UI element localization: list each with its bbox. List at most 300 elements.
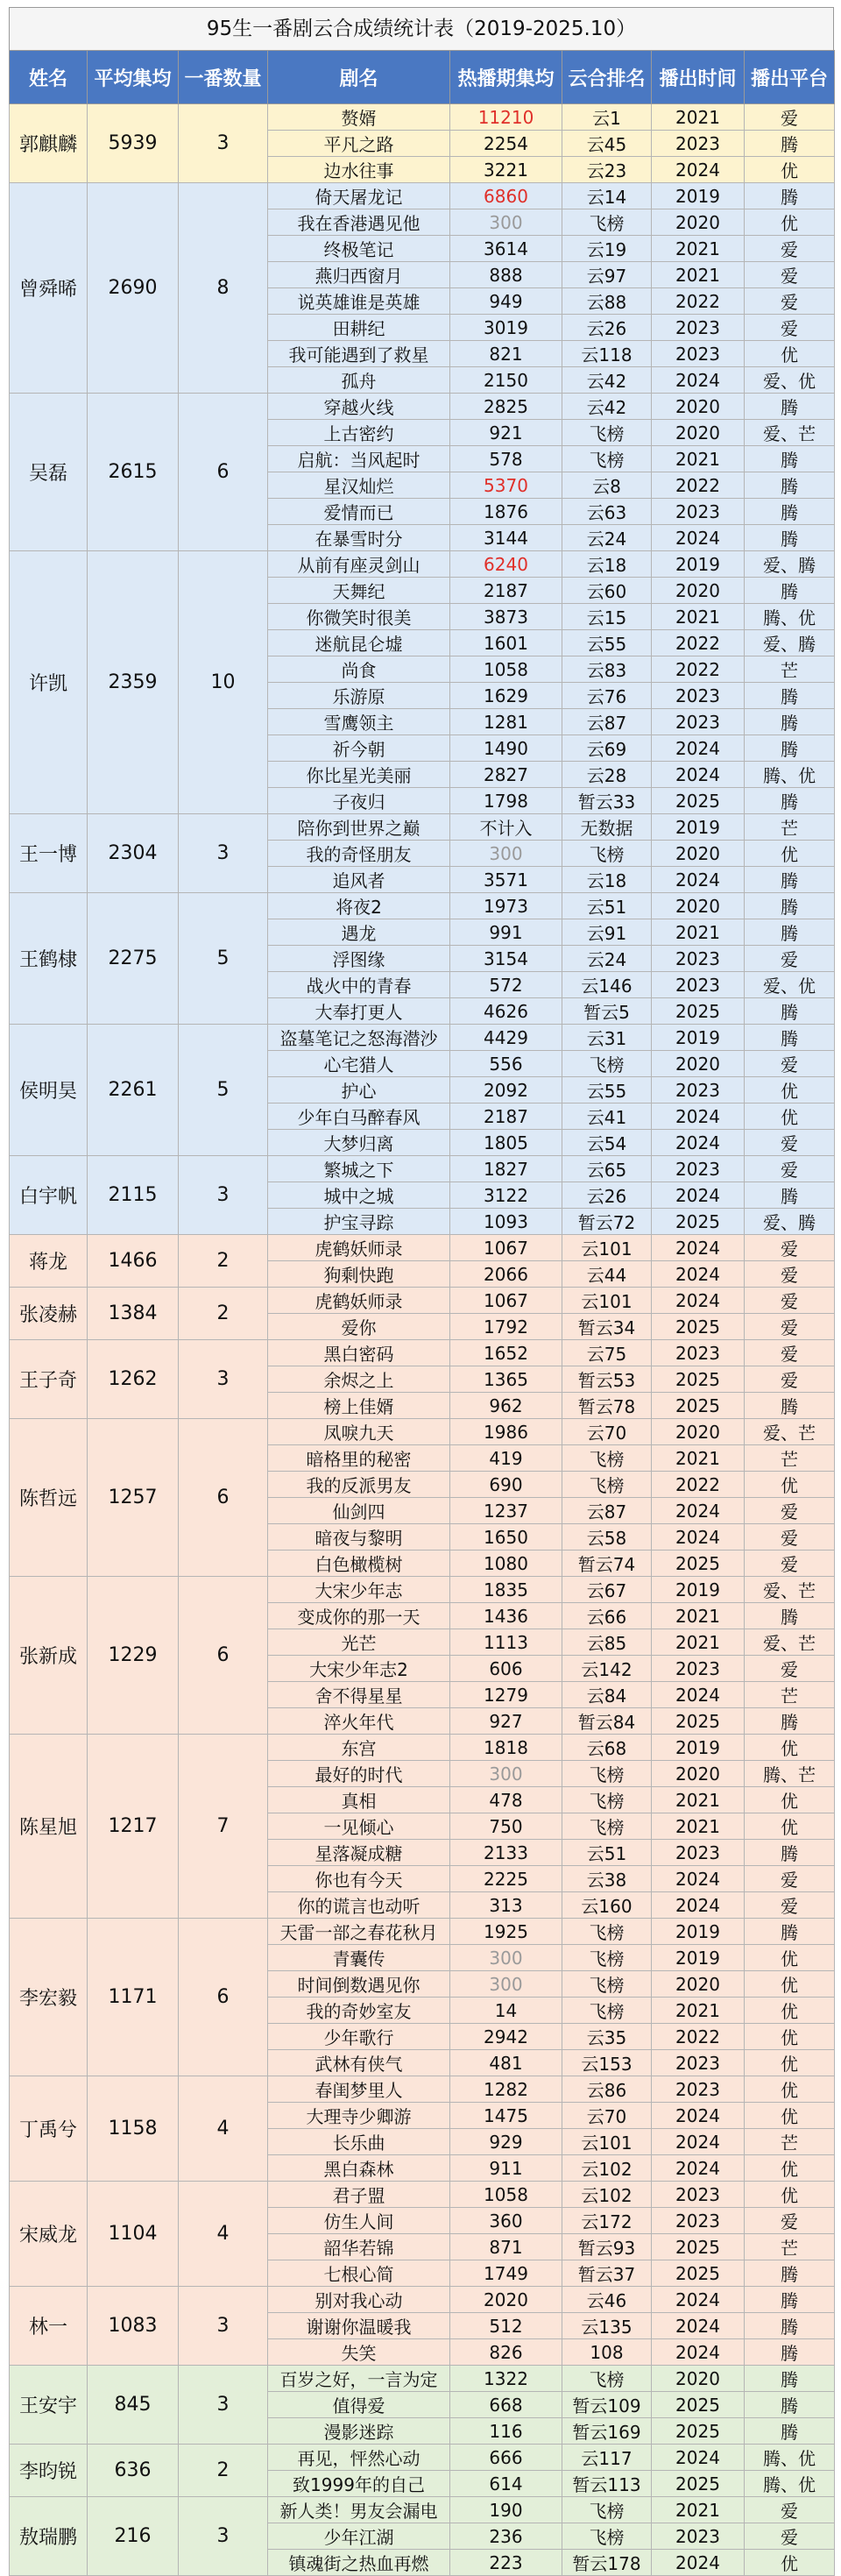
platform: 芒 (745, 1445, 835, 1472)
drama-title: 武林有侠气 (268, 2050, 450, 2076)
table-row (10, 394, 835, 420)
air-year: 2023 (652, 946, 745, 972)
episode-average: 1058 (450, 656, 562, 683)
drama-title: 爱情而已 (268, 499, 450, 525)
air-year: 2019 (652, 1735, 745, 1761)
yunhe-rank: 云44 (562, 1261, 652, 1288)
episode-average: 3221 (450, 157, 562, 183)
actor-average: 1229 (88, 1577, 179, 1735)
air-year: 2023 (652, 709, 745, 735)
yunhe-rank: 暂云37 (562, 2260, 652, 2287)
lead-role-count: 6 (179, 1919, 268, 2076)
air-year: 2024 (652, 2103, 745, 2129)
episode-average: 1876 (450, 499, 562, 525)
drama-title: 倚天屠龙记 (268, 183, 450, 209)
drama-title: 新人类！男友会漏电 (268, 2497, 450, 2523)
episode-average: 300 (450, 1945, 562, 1971)
episode-average: 690 (450, 1472, 562, 1498)
air-year: 2025 (652, 788, 745, 814)
yunhe-rank: 云101 (562, 1235, 652, 1261)
episode-average: 2254 (450, 131, 562, 157)
drama-title: 追风者 (268, 867, 450, 893)
air-year: 2020 (652, 841, 745, 867)
yunhe-rank: 飞榜 (562, 1813, 652, 1840)
episode-average: 4429 (450, 1025, 562, 1051)
actor-average: 636 (88, 2445, 179, 2497)
drama-title: 狗剩快跑 (268, 1261, 450, 1288)
lead-role-count: 3 (179, 1156, 268, 1235)
drama-title: 我的奇妙室友 (268, 1998, 450, 2024)
air-year: 2020 (652, 394, 745, 420)
lead-role-count: 5 (179, 893, 268, 1025)
drama-title: 将夜2 (268, 893, 450, 919)
platform: 芒 (745, 814, 835, 841)
episode-average: 6240 (450, 551, 562, 578)
air-year: 2020 (652, 2366, 745, 2392)
drama-title: 大理寺少卿游 (268, 2103, 450, 2129)
episode-average: 1973 (450, 893, 562, 919)
header-platform[interactable]: 播出平台 (745, 51, 835, 104)
drama-title: 星落凝成糖 (268, 1840, 450, 1866)
drama-title: 我的反派男友 (268, 1472, 450, 1498)
platform: 腾 (745, 394, 835, 420)
stats-table (9, 50, 835, 2576)
air-year: 2020 (652, 420, 745, 446)
air-year: 2024 (652, 367, 745, 394)
actor-name: 张新成 (10, 1577, 88, 1735)
platform: 爱 (745, 1156, 835, 1182)
yunhe-rank: 云84 (562, 1682, 652, 1708)
drama-title: 最好的时代 (268, 1761, 450, 1787)
platform: 腾 (745, 2366, 835, 2392)
air-year: 2024 (652, 2287, 745, 2313)
actor-name: 林一 (10, 2287, 88, 2366)
episode-average: 2827 (450, 762, 562, 788)
yunhe-rank: 飞榜 (562, 1761, 652, 1787)
drama-title: 虎鹤妖师录 (268, 1288, 450, 1314)
drama-title: 余烬之上 (268, 1366, 450, 1393)
drama-title: 心宅猎人 (268, 1051, 450, 1077)
drama-title: 白色橄榄树 (268, 1551, 450, 1577)
header-drama[interactable]: 剧名 (268, 51, 450, 104)
air-year: 2024 (652, 1682, 745, 1708)
yunhe-rank: 云91 (562, 919, 652, 946)
drama-title: 尚食 (268, 656, 450, 683)
episode-average: 556 (450, 1051, 562, 1077)
episode-average: 2150 (450, 367, 562, 394)
yunhe-rank: 飞榜 (562, 1971, 652, 1998)
platform: 腾 (745, 1708, 835, 1735)
lead-role-count: 6 (179, 394, 268, 551)
air-year: 2025 (652, 1551, 745, 1577)
drama-title: 失笑 (268, 2339, 450, 2366)
air-year: 2022 (652, 630, 745, 656)
yunhe-rank: 云58 (562, 1524, 652, 1551)
air-year: 2025 (652, 1366, 745, 1393)
drama-title: 浮图缘 (268, 946, 450, 972)
stats-sheet (9, 7, 834, 2576)
platform: 腾 (745, 1182, 835, 1209)
drama-title: 青囊传 (268, 1945, 450, 1971)
episode-average: 1279 (450, 1682, 562, 1708)
yunhe-rank: 云51 (562, 1840, 652, 1866)
air-year: 2023 (652, 2208, 745, 2234)
air-year: 2025 (652, 2234, 745, 2260)
drama-title: 仙剑四 (268, 1498, 450, 1524)
actor-name: 蒋龙 (10, 1235, 88, 1288)
actor-name: 吴磊 (10, 394, 88, 551)
yunhe-rank: 云28 (562, 762, 652, 788)
yunhe-rank: 云76 (562, 683, 652, 709)
drama-title: 燕归西窗月 (268, 262, 450, 288)
actor-average: 1083 (88, 2287, 179, 2366)
yunhe-rank: 飞榜 (562, 841, 652, 867)
yunhe-rank: 云172 (562, 2208, 652, 2234)
actor-average: 845 (88, 2366, 179, 2445)
actor-average: 5939 (88, 104, 179, 183)
platform: 腾 (745, 709, 835, 735)
platform: 爱 (745, 1866, 835, 1892)
yunhe-rank: 飞榜 (562, 420, 652, 446)
drama-title: 黑白森林 (268, 2155, 450, 2182)
platform: 优 (745, 2182, 835, 2208)
air-year: 2021 (652, 236, 745, 262)
air-year: 2023 (652, 131, 745, 157)
table-title: 95生一番剧云合成绩统计表（2019-2025.10） (9, 7, 834, 50)
yunhe-rank: 云70 (562, 2103, 652, 2129)
episode-average: 11210 (450, 104, 562, 131)
drama-title: 你比星光美丽 (268, 762, 450, 788)
air-year: 2020 (652, 209, 745, 236)
platform: 芒 (745, 1682, 835, 1708)
drama-title: 我可能遇到了救星 (268, 341, 450, 367)
air-year: 2023 (652, 2182, 745, 2208)
episode-average: 2020 (450, 2287, 562, 2313)
air-year: 2024 (652, 762, 745, 788)
episode-average: 481 (450, 2050, 562, 2076)
air-year: 2025 (652, 1708, 745, 1735)
actor-name: 王子奇 (10, 1340, 88, 1419)
yunhe-rank: 云68 (562, 1735, 652, 1761)
episode-average: 826 (450, 2339, 562, 2366)
actor-average: 216 (88, 2497, 179, 2576)
drama-title: 时间倒数遇见你 (268, 1971, 450, 1998)
platform: 腾 (745, 893, 835, 919)
air-year: 2023 (652, 499, 745, 525)
air-year: 2021 (652, 1787, 745, 1813)
lead-role-count: 2 (179, 2445, 268, 2497)
drama-title: 大宋少年志 (268, 1577, 450, 1603)
air-year: 2019 (652, 551, 745, 578)
actor-name: 敖瑞鹏 (10, 2497, 88, 2576)
air-year: 2019 (652, 1945, 745, 1971)
table-row (10, 2445, 835, 2471)
yunhe-rank: 云23 (562, 157, 652, 183)
yunhe-rank: 云55 (562, 1077, 652, 1103)
drama-title: 君子盟 (268, 2182, 450, 2208)
air-year: 2024 (652, 1866, 745, 1892)
yunhe-rank: 飞榜 (562, 446, 652, 472)
air-year: 2021 (652, 919, 745, 946)
actor-name: 曾舜晞 (10, 183, 88, 394)
platform: 腾 (745, 1603, 835, 1629)
episode-average: 3019 (450, 315, 562, 341)
air-year: 2023 (652, 315, 745, 341)
drama-title: 陪你到世界之巅 (268, 814, 450, 841)
episode-average: 750 (450, 1813, 562, 1840)
lead-role-count: 10 (179, 551, 268, 814)
drama-title: 孤舟 (268, 367, 450, 394)
platform: 腾 (745, 2260, 835, 2287)
header-count[interactable]: 一番数量 (179, 51, 268, 104)
drama-title: 从前有座灵剑山 (268, 551, 450, 578)
platform: 腾 (745, 1919, 835, 1945)
air-year: 2024 (652, 1498, 745, 1524)
platform: 优 (745, 1813, 835, 1840)
yunhe-rank: 飞榜 (562, 1998, 652, 2024)
episode-average: 1281 (450, 709, 562, 735)
episode-average: 1827 (450, 1156, 562, 1182)
table-row (10, 1919, 835, 1945)
yunhe-rank: 云87 (562, 709, 652, 735)
platform: 爱、芒 (745, 1419, 835, 1445)
episode-average: 300 (450, 209, 562, 236)
yunhe-rank: 云55 (562, 630, 652, 656)
header-year[interactable]: 播出时间 (652, 51, 745, 104)
air-year: 2020 (652, 1761, 745, 1787)
drama-title: 战火中的青春 (268, 972, 450, 998)
drama-title: 终极笔记 (268, 236, 450, 262)
platform: 优 (745, 157, 835, 183)
episode-average: 1650 (450, 1524, 562, 1551)
platform: 优 (745, 1998, 835, 2024)
table-row (10, 551, 835, 578)
air-year: 2024 (652, 1261, 745, 1288)
episode-average: 1067 (450, 1288, 562, 1314)
yunhe-rank: 暂云34 (562, 1314, 652, 1340)
drama-title: 启航：当风起时 (268, 446, 450, 472)
actor-name: 李昀锐 (10, 2445, 88, 2497)
episode-average: 871 (450, 2234, 562, 2260)
actor-name: 陈星旭 (10, 1735, 88, 1919)
table-row (10, 1735, 835, 1761)
yunhe-rank: 无数据 (562, 814, 652, 841)
yunhe-rank: 云46 (562, 2287, 652, 2313)
air-year: 2019 (652, 1025, 745, 1051)
drama-title: 凤唳九天 (268, 1419, 450, 1445)
drama-title: 我的奇怪朋友 (268, 841, 450, 867)
yunhe-rank: 暂云74 (562, 1551, 652, 1577)
drama-title: 大宋少年志2 (268, 1656, 450, 1682)
air-year: 2023 (652, 341, 745, 367)
lead-role-count: 5 (179, 1025, 268, 1156)
platform: 爱 (745, 946, 835, 972)
actor-average: 2615 (88, 394, 179, 551)
platform: 腾 (745, 788, 835, 814)
yunhe-rank: 云97 (562, 262, 652, 288)
episode-average: 1986 (450, 1419, 562, 1445)
episode-average: 1490 (450, 735, 562, 762)
drama-title: 漫影迷踪 (268, 2418, 450, 2445)
platform: 优 (745, 1787, 835, 1813)
actor-average: 1384 (88, 1288, 179, 1340)
lead-role-count: 3 (179, 2287, 268, 2366)
platform: 优 (745, 341, 835, 367)
actor-average: 2304 (88, 814, 179, 893)
drama-title: 东宫 (268, 1735, 450, 1761)
yunhe-rank: 飞榜 (562, 1445, 652, 1472)
yunhe-rank: 云69 (562, 735, 652, 762)
actor-average: 1158 (88, 2076, 179, 2182)
actor-average: 2261 (88, 1025, 179, 1156)
episode-average: 1058 (450, 2182, 562, 2208)
yunhe-rank: 云66 (562, 1603, 652, 1629)
platform: 腾 (745, 2418, 835, 2445)
lead-role-count: 7 (179, 1735, 268, 1919)
air-year: 2021 (652, 2497, 745, 2523)
table-body (10, 104, 835, 2576)
episode-average: 949 (450, 288, 562, 315)
platform: 优 (745, 1971, 835, 1998)
air-year: 2020 (652, 893, 745, 919)
actor-name: 郭麒麟 (10, 104, 88, 183)
drama-title: 大奉打更人 (268, 998, 450, 1025)
air-year: 2025 (652, 1314, 745, 1340)
table-row (10, 2182, 835, 2208)
air-year: 2021 (652, 262, 745, 288)
episode-average: 223 (450, 2550, 562, 2576)
platform: 芒 (745, 656, 835, 683)
drama-title: 你也有今天 (268, 1866, 450, 1892)
drama-title: 迷航昆仑墟 (268, 630, 450, 656)
air-year: 2019 (652, 183, 745, 209)
platform: 爱 (745, 1130, 835, 1156)
platform: 爱、腾 (745, 551, 835, 578)
drama-title: 少年歌行 (268, 2024, 450, 2050)
yunhe-rank: 云142 (562, 1656, 652, 1682)
episode-average: 578 (450, 446, 562, 472)
episode-average: 1818 (450, 1735, 562, 1761)
episode-average: 921 (450, 420, 562, 446)
drama-title: 一见倾心 (268, 1813, 450, 1840)
episode-average: 4626 (450, 998, 562, 1025)
actor-name: 丁禹兮 (10, 2076, 88, 2182)
actor-name: 陈哲远 (10, 1419, 88, 1577)
yunhe-rank: 云1 (562, 104, 652, 131)
yunhe-rank: 云42 (562, 367, 652, 394)
episode-average: 1792 (450, 1314, 562, 1340)
platform: 腾、优 (745, 2445, 835, 2471)
drama-title: 大梦归离 (268, 1130, 450, 1156)
header-episode-avg[interactable]: 热播期集均 (450, 51, 562, 104)
air-year: 2021 (652, 1813, 745, 1840)
drama-title: 春闺梦里人 (268, 2076, 450, 2103)
yunhe-rank: 云63 (562, 499, 652, 525)
drama-title: 我在香港遇见他 (268, 209, 450, 236)
air-year: 2021 (652, 1998, 745, 2024)
table-row (10, 1577, 835, 1603)
yunhe-rank: 飞榜 (562, 1051, 652, 1077)
episode-average: 1798 (450, 788, 562, 814)
drama-title: 你微笑时很美 (268, 604, 450, 630)
episode-average: 14 (450, 1998, 562, 2024)
air-year: 2020 (652, 1419, 745, 1445)
air-year: 2023 (652, 2523, 745, 2550)
episode-average: 911 (450, 2155, 562, 2182)
yunhe-rank: 飞榜 (562, 1472, 652, 1498)
drama-title: 仿生人间 (268, 2208, 450, 2234)
header-rank[interactable]: 云合排名 (562, 51, 652, 104)
platform: 腾 (745, 499, 835, 525)
drama-title: 淬火年代 (268, 1708, 450, 1735)
table-row (10, 183, 835, 209)
header-name[interactable]: 姓名 (10, 51, 88, 104)
platform: 爱 (745, 1656, 835, 1682)
air-year: 2024 (652, 1524, 745, 1551)
drama-title: 护宝寻踪 (268, 1209, 450, 1235)
lead-role-count: 8 (179, 183, 268, 394)
drama-title: 致1999年的自己 (268, 2471, 450, 2497)
drama-title: 百岁之好，一言为定 (268, 2366, 450, 2392)
air-year: 2021 (652, 1629, 745, 1656)
yunhe-rank: 云24 (562, 525, 652, 551)
air-year: 2024 (652, 1235, 745, 1261)
actor-average: 2690 (88, 183, 179, 394)
air-year: 2025 (652, 2260, 745, 2287)
actor-average: 1257 (88, 1419, 179, 1577)
episode-average: 1925 (450, 1919, 562, 1945)
yunhe-rank: 云18 (562, 867, 652, 893)
air-year: 2024 (652, 1130, 745, 1156)
drama-title: 再见，怦然心动 (268, 2445, 450, 2471)
yunhe-rank: 云67 (562, 1577, 652, 1603)
table-row (10, 2076, 835, 2103)
episode-average: 1113 (450, 1629, 562, 1656)
platform: 腾 (745, 2287, 835, 2313)
yunhe-rank: 飞榜 (562, 2497, 652, 2523)
platform: 爱 (745, 1051, 835, 1077)
air-year: 2020 (652, 1971, 745, 1998)
yunhe-rank: 云118 (562, 341, 652, 367)
episode-average: 360 (450, 2208, 562, 2234)
drama-title: 繁城之下 (268, 1156, 450, 1182)
episode-average: 927 (450, 1708, 562, 1735)
episode-average: 929 (450, 2129, 562, 2155)
yunhe-rank: 云35 (562, 2024, 652, 2050)
header-avg[interactable]: 平均集均 (88, 51, 179, 104)
air-year: 2024 (652, 2550, 745, 2576)
air-year: 2021 (652, 446, 745, 472)
platform: 腾 (745, 472, 835, 499)
platform: 爱 (745, 1314, 835, 1340)
actor-name: 宋威龙 (10, 2182, 88, 2287)
drama-title: 真相 (268, 1787, 450, 1813)
yunhe-rank: 暂云113 (562, 2471, 652, 2497)
episode-average: 1629 (450, 683, 562, 709)
lead-role-count: 3 (179, 2366, 268, 2445)
air-year: 2019 (652, 1577, 745, 1603)
actor-average: 2115 (88, 1156, 179, 1235)
table-row (10, 2497, 835, 2523)
drama-title: 赘婿 (268, 104, 450, 131)
episode-average: 3571 (450, 867, 562, 893)
platform: 优 (745, 2550, 835, 2576)
episode-average: 2187 (450, 1103, 562, 1130)
episode-average: 1093 (450, 1209, 562, 1235)
episode-average: 2066 (450, 1261, 562, 1288)
air-year: 2022 (652, 288, 745, 315)
platform: 优 (745, 2103, 835, 2129)
